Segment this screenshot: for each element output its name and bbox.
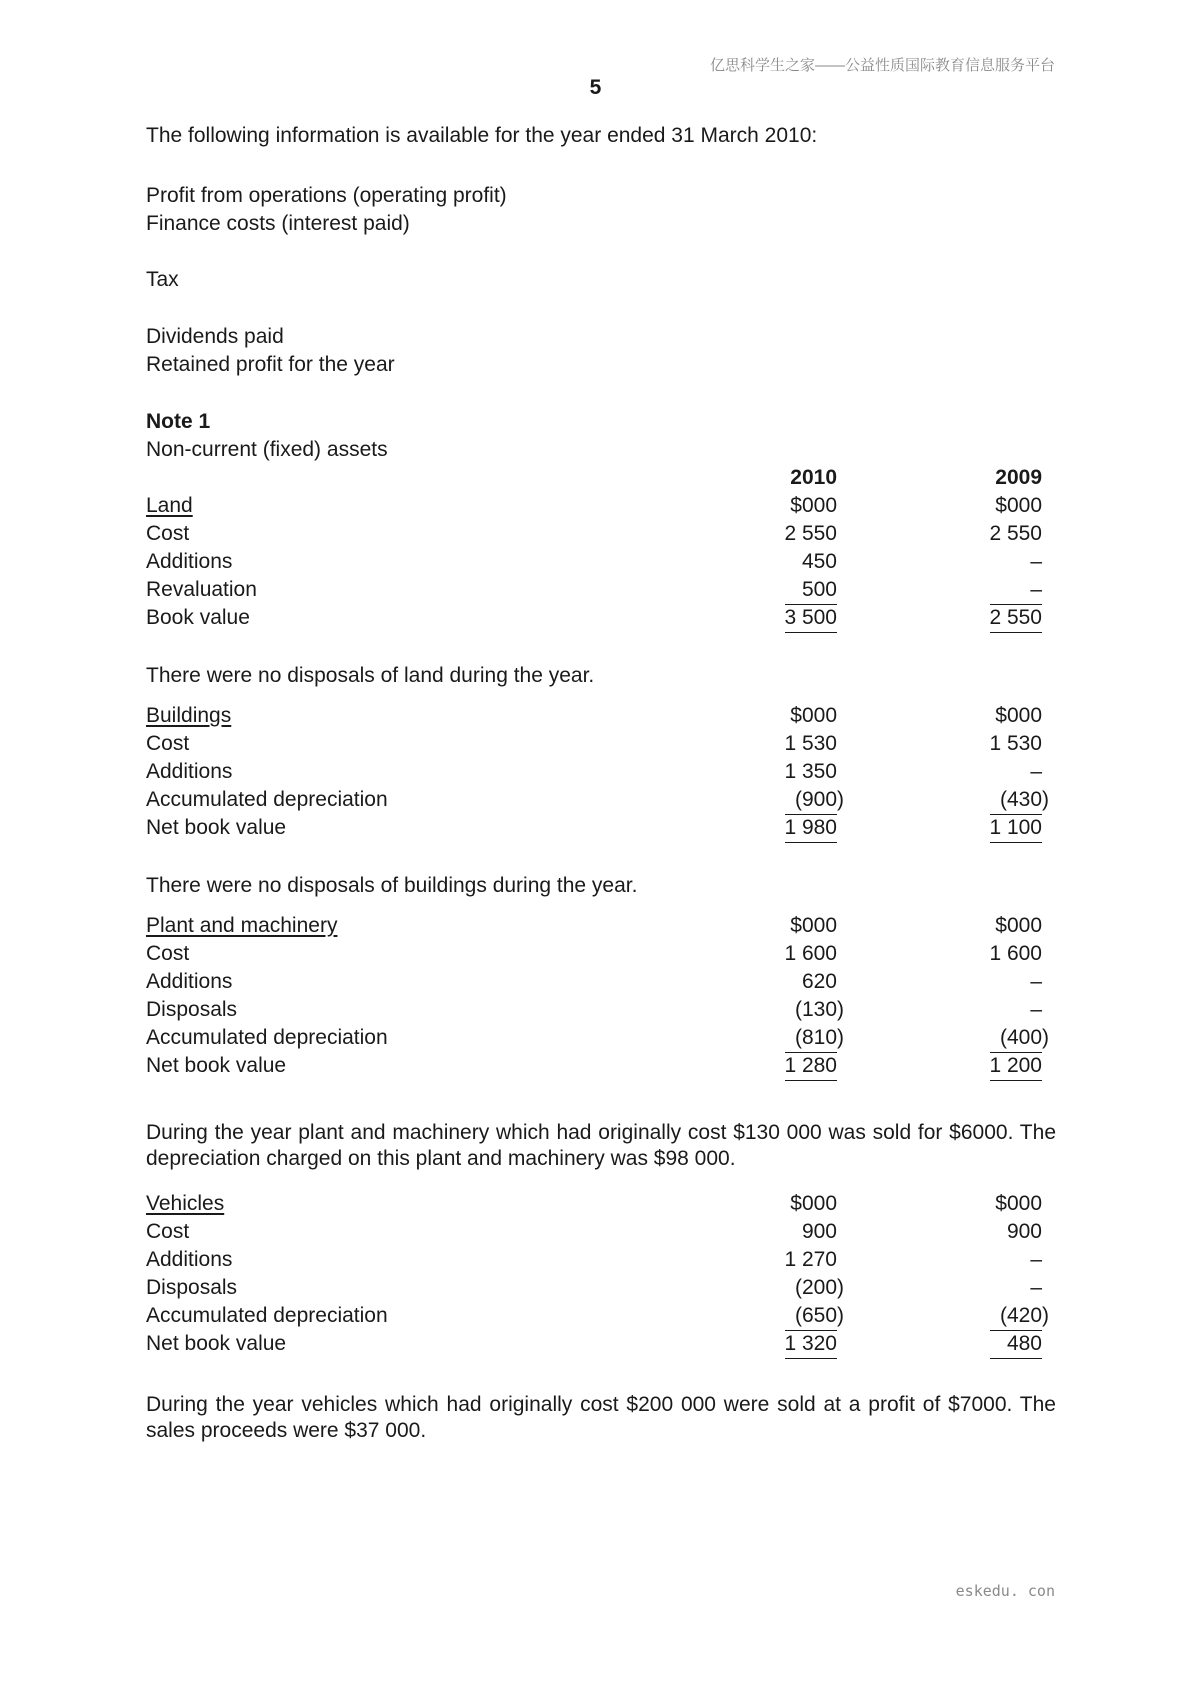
- footer-watermark: eskedu. con: [955, 1582, 1055, 1600]
- buildings-note: There were no disposals of buildings during the year.: [146, 874, 638, 897]
- vehicles-row-2010: (650): [794, 1304, 844, 1327]
- item-finance-costs: Finance costs (interest paid): [146, 212, 410, 235]
- year-2010-header: 2010: [790, 466, 837, 489]
- plant-row-2010: (810): [794, 1026, 844, 1049]
- buildings-row-label: Additions: [146, 760, 233, 783]
- plant-unit-2010: $000: [790, 914, 837, 937]
- vehicles-total-rule-2009: [990, 1358, 1042, 1359]
- year-2009-header: 2009: [995, 466, 1042, 489]
- buildings-heading: Buildings: [146, 704, 232, 727]
- plant-row-2009: –: [1030, 970, 1042, 993]
- buildings-total-rule-2010: [785, 842, 837, 843]
- vehicles-row-label: Accumulated depreciation: [146, 1304, 388, 1327]
- land-row-2009: –: [1030, 578, 1042, 601]
- buildings-row-label: Cost: [146, 732, 190, 755]
- land-heading: Land: [146, 494, 193, 517]
- land-total-2009: 2 550: [989, 606, 1042, 629]
- header-watermark: 亿思科学生之家——公益性质国际教育信息服务平台: [709, 57, 1055, 74]
- vehicles-row-label: Additions: [146, 1248, 233, 1271]
- vehicles-row-2009: –: [1030, 1248, 1042, 1271]
- buildings-row-label: Accumulated depreciation: [146, 788, 388, 811]
- item-retained-profit: Retained profit for the year: [146, 353, 395, 376]
- buildings-total-label: Net book value: [146, 816, 287, 839]
- vehicles-row-2009: 900: [1006, 1220, 1042, 1243]
- plant-total-2010: 1 280: [784, 1054, 837, 1077]
- land-row-2010: 2 550: [784, 522, 837, 545]
- buildings-total-2010: 1 980: [784, 816, 837, 839]
- plant-row-label: Disposals: [146, 998, 238, 1021]
- intro-text: The following information is available for the year ended 31 March 2010:: [146, 124, 818, 147]
- plant-row-2010: 620: [801, 970, 837, 993]
- land-note: There were no disposals of land during the year.: [146, 664, 595, 687]
- vehicles-total-2009: 480: [1006, 1332, 1042, 1355]
- plant-row-2009: –: [1030, 998, 1042, 1021]
- land-total-label: Book value: [146, 606, 250, 629]
- item-tax: Tax: [146, 268, 179, 291]
- buildings-row-2010: 1 350: [784, 760, 837, 783]
- plant-row-label: Accumulated depreciation: [146, 1026, 388, 1049]
- buildings-total-rule-2009: [990, 842, 1042, 843]
- vehicles-note: During the year vehicles which had originally cost $200 000 were sold at a profit of $7000. The sales proceeds were $37 000.: [146, 1393, 1056, 1442]
- plant-heading: Plant and machinery: [146, 914, 338, 937]
- vehicles-total-rule-2010: [785, 1358, 837, 1359]
- land-total-2010: 3 500: [784, 606, 837, 629]
- land-total-rule-2010: [785, 632, 837, 633]
- vehicles-unit-2010: $000: [790, 1192, 837, 1215]
- plant-total-rule-2009: [990, 1080, 1042, 1081]
- buildings-row-2009: –: [1030, 760, 1042, 783]
- note-subtitle: Non-current (fixed) assets: [146, 438, 388, 461]
- note-title: Note 1: [146, 410, 211, 433]
- land-row-2009: –: [1030, 550, 1042, 573]
- vehicles-row-label: Cost: [146, 1220, 190, 1243]
- vehicles-row-2009: –: [1030, 1276, 1042, 1299]
- buildings-unit-2010: $000: [790, 704, 837, 727]
- land-row-2010: 500: [801, 578, 837, 601]
- buildings-total-2009: 1 100: [989, 816, 1042, 839]
- land-row-label: Additions: [146, 550, 233, 573]
- plant-unit-2009: $000: [995, 914, 1042, 937]
- page-number: 5: [589, 76, 602, 99]
- plant-total-rule-2010: [785, 1080, 837, 1081]
- vehicles-row-2010: 900: [801, 1220, 837, 1243]
- buildings-row-2010: (900): [794, 788, 844, 811]
- item-dividends-paid: Dividends paid: [146, 325, 284, 348]
- plant-row-2010: (130): [794, 998, 844, 1021]
- plant-row-2009: (400): [999, 1026, 1049, 1049]
- plant-row-2010: 1 600: [784, 942, 837, 965]
- buildings-row-2009: 1 530: [989, 732, 1042, 755]
- land-total-rule-2009: [990, 632, 1042, 633]
- plant-total-2009: 1 200: [989, 1054, 1042, 1077]
- vehicles-row-2010: (200): [794, 1276, 844, 1299]
- plant-total-label: Net book value: [146, 1054, 287, 1077]
- buildings-unit-2009: $000: [995, 704, 1042, 727]
- land-row-2009: 2 550: [989, 522, 1042, 545]
- buildings-row-2010: 1 530: [784, 732, 837, 755]
- land-unit-2009: $000: [995, 494, 1042, 517]
- plant-row-label: Cost: [146, 942, 190, 965]
- land-row-label: Cost: [146, 522, 190, 545]
- plant-row-label: Additions: [146, 970, 233, 993]
- vehicles-total-label: Net book value: [146, 1332, 287, 1355]
- item-operating-profit: Profit from operations (operating profit): [146, 184, 507, 207]
- plant-note: During the year plant and machinery which had originally cost $130 000 was sold for $6000. The depreciation charged on this plant and machinery was $98 000.: [146, 1121, 1056, 1170]
- vehicles-total-2010: 1 320: [784, 1332, 837, 1355]
- plant-row-2009: 1 600: [989, 942, 1042, 965]
- vehicles-heading: Vehicles: [146, 1192, 225, 1215]
- vehicles-row-2009: (420): [999, 1304, 1049, 1327]
- land-unit-2010: $000: [790, 494, 837, 517]
- vehicles-row-label: Disposals: [146, 1276, 238, 1299]
- buildings-row-2009: (430): [999, 788, 1049, 811]
- land-row-2010: 450: [801, 550, 837, 573]
- land-row-label: Revaluation: [146, 578, 257, 601]
- vehicles-unit-2009: $000: [995, 1192, 1042, 1215]
- vehicles-row-2010: 1 270: [784, 1248, 837, 1271]
